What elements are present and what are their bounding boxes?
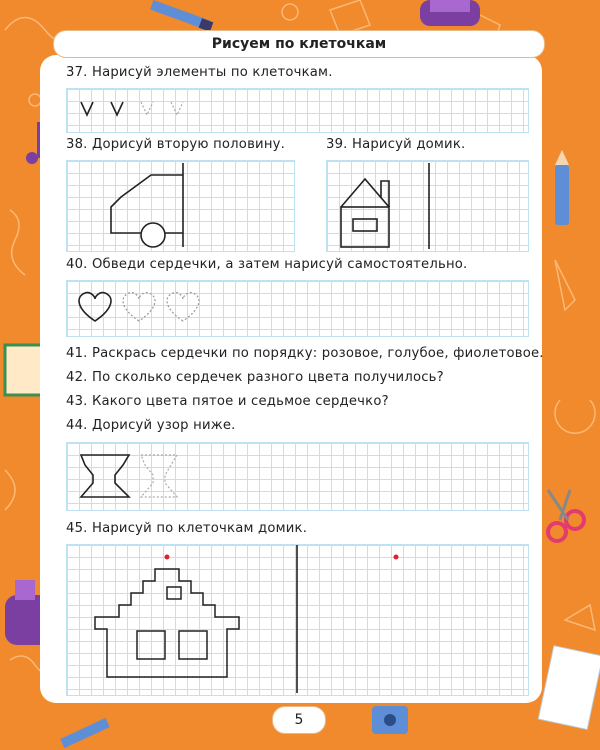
- pencil-right-icon: [555, 150, 569, 225]
- task-42-text: 42. По сколько сердечек разного цвета получилось?: [66, 370, 444, 385]
- sharpener-icon: [372, 706, 408, 734]
- drawing-44: [67, 443, 528, 510]
- grid-45[interactable]: [66, 544, 529, 696]
- task-40-text: 40. Обведи сердечки, а затем нарисуй самостоятельно.: [66, 257, 468, 272]
- pencil-icon: [150, 0, 213, 32]
- pencil-bottom-icon: [60, 718, 110, 748]
- drawing-40: [67, 281, 528, 336]
- drawing-38: [67, 161, 294, 251]
- grid-40[interactable]: [66, 280, 529, 337]
- flask-icon: [420, 0, 480, 26]
- task-38-text: 38. Дорисуй вторую половину.: [66, 137, 286, 152]
- task-41-text: 41. Раскрась сердечки по порядку: розовое, голубое, фиолетовое.: [66, 346, 544, 361]
- page-title: Рисуем по клеточкам: [53, 30, 545, 58]
- grid-44[interactable]: [66, 442, 529, 511]
- drawing-39: [327, 161, 528, 251]
- scissors-icon: [548, 490, 584, 541]
- start-dot-right: [394, 555, 399, 560]
- heart-dashed-1: [123, 293, 155, 321]
- heart-solid: [79, 293, 111, 321]
- drawing-45: [67, 545, 528, 695]
- grid-38[interactable]: [66, 160, 295, 252]
- notepad-icon: [538, 646, 600, 730]
- task-44-text: 44. Дорисуй узор ниже.: [66, 418, 236, 433]
- book-icon: [5, 345, 43, 395]
- task-45-text: 45. Нарисуй по клеточкам домик.: [66, 521, 308, 536]
- drawing-37: [67, 89, 528, 132]
- task-37-text: 37. Нарисуй элементы по клеточкам.: [66, 65, 333, 80]
- page-number: 5: [272, 706, 326, 734]
- task-39-text: 39. Нарисуй домик.: [326, 137, 466, 152]
- heart-dashed-2: [167, 293, 199, 321]
- start-dot-left: [165, 555, 170, 560]
- task-43-text: 43. Какого цвета пятое и седьмое сердечко?: [66, 394, 389, 409]
- grid-37[interactable]: [66, 88, 529, 133]
- grid-39[interactable]: [326, 160, 529, 252]
